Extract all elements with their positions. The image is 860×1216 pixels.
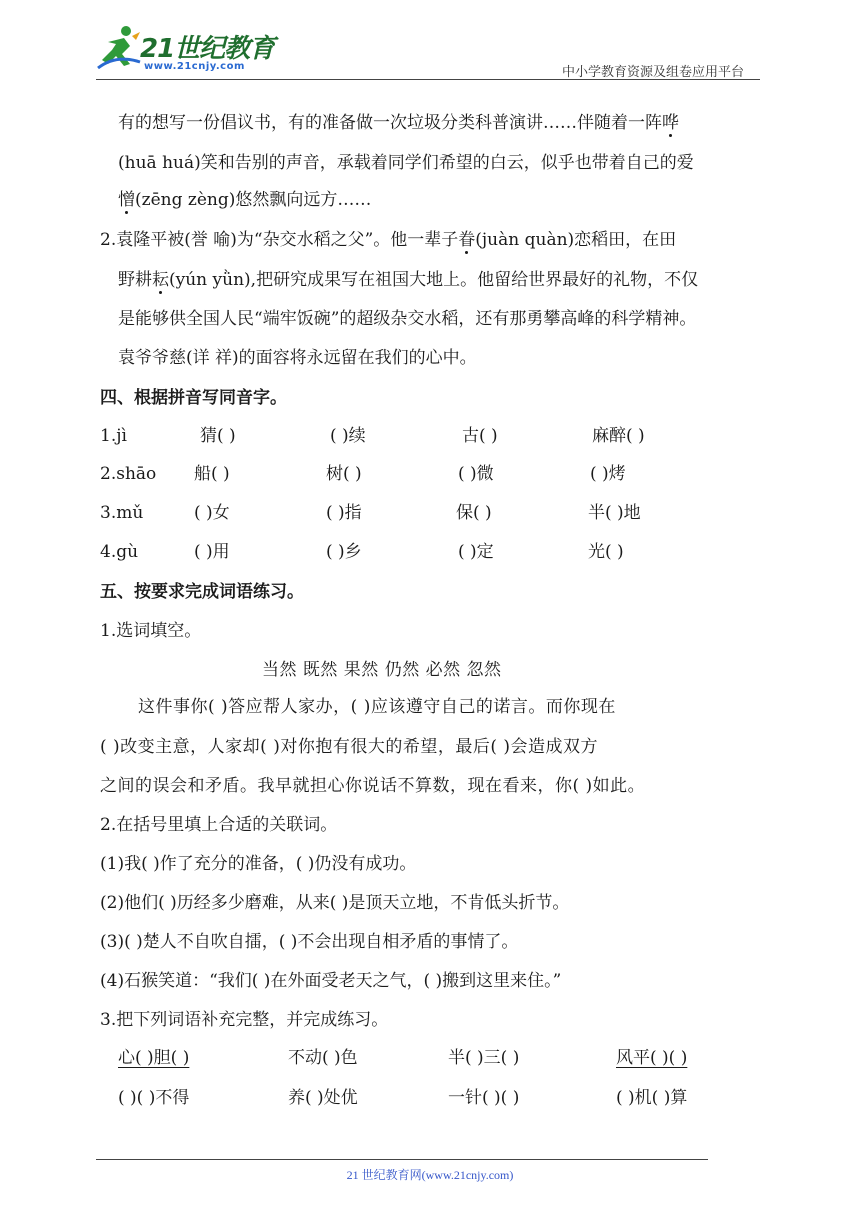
- word-choices: 当然 既然 果然 仍然 必然 忽然: [262, 660, 502, 680]
- idiom-item: 半( )三( ): [448, 1048, 520, 1068]
- fill-item: ( )指: [326, 503, 362, 523]
- fill-item: 船( ): [194, 464, 230, 484]
- text-segment: (huā huá)笑和告别的声音，承载着同学们希望的白云，似乎也带着自己的爱: [118, 153, 694, 173]
- platform-name: 中小学教育资源及组卷应用平台: [562, 65, 745, 80]
- question-item: (3)( )楚人不自吹自擂，( )不会出现自相矛盾的事情了。: [100, 932, 519, 952]
- text-line: [118, 113, 679, 133]
- fill-item: ( )用: [194, 542, 230, 562]
- text-segment: 是能够供全国人民“端牢饭碗”的超级杂交水稻，还有那勇攀高峰的科学精神。: [118, 309, 697, 329]
- fill-item: ( )续: [330, 426, 366, 446]
- dotted-char: 哗: [662, 113, 679, 133]
- question-item: (2)他们( )历经多少磨难，从来( )是顶天立地，不肯低头折节。: [100, 893, 570, 913]
- idiom-item: 心( )胆( ): [118, 1048, 190, 1068]
- fill-item: ( )定: [458, 542, 494, 562]
- site-logo: [96, 24, 296, 80]
- section-title: 五、按要求完成词语练习。: [100, 582, 304, 602]
- question-item: (1)我( )作了充分的准备，( )仍没有成功。: [100, 854, 417, 874]
- logo-text: 21世纪教育: [140, 34, 275, 64]
- text-line: [118, 190, 371, 210]
- section-title: 四、根据拼音写同音字。: [100, 388, 287, 408]
- logo-url: www.21cnjy.com: [144, 61, 245, 72]
- question-label: 2.在括号里填上合适的关联词。: [100, 815, 338, 835]
- dotted-char: 憎: [118, 190, 135, 210]
- fill-item: ( )乡: [326, 542, 362, 562]
- idiom-item: 风平( )( ): [616, 1048, 688, 1068]
- idiom-item: 一针( )( ): [448, 1088, 520, 1108]
- header-divider: [96, 79, 760, 80]
- fill-item: 古( ): [462, 426, 498, 446]
- footer-divider: [96, 1159, 708, 1160]
- text-line: [118, 309, 696, 329]
- text-line: ( )改变主意，人家却( )对你抱有很大的希望，最后( )会造成双方: [100, 737, 599, 757]
- text-line: 之间的误会和矛盾。我早就担心你说话不算数，现在看来，你( )如此。: [100, 776, 646, 796]
- text-segment: 有的想写一份倡议书，有的准备做一次垃圾分类科普演讲……伴随着一阵: [118, 113, 662, 133]
- text-segment: 2.袁隆平被(誉 喻)为“杂交水稻之父”。他一辈子: [100, 230, 459, 250]
- text-segment: (zēng zèng)悠然飘向远方……: [135, 190, 372, 210]
- dotted-char: 眷: [458, 230, 476, 250]
- question-label: 3.把下列词语补充完整，并完成练习。: [100, 1010, 389, 1030]
- fill-item: 树( ): [326, 464, 362, 484]
- pinyin-label: 2.shāo: [100, 464, 157, 484]
- text-line: [118, 270, 698, 290]
- fill-item: 猜( ): [200, 426, 236, 446]
- text-line: [100, 230, 676, 250]
- text-line: [118, 153, 694, 173]
- question-item: (4)石猴笑道：“我们( )在外面受老天之气，( )搬到这里来住。”: [100, 971, 562, 991]
- idiom-item: ( )( )不得: [118, 1088, 190, 1108]
- text-line: 这件事你( )答应帮人家办，( )应该遵守自己的诺言。而你现在: [138, 697, 616, 717]
- pinyin-label: 4.gù: [100, 542, 139, 562]
- question-label: 1.选词填空。: [100, 621, 202, 641]
- fill-item: 光( ): [588, 542, 624, 562]
- fill-item: ( )微: [458, 464, 494, 484]
- text-segment: 袁爷爷慈(详 祥)的面容将永远留在我们的心中。: [118, 348, 477, 368]
- runner-logo-icon: [96, 24, 142, 72]
- dotted-char: 耘: [152, 270, 169, 290]
- idiom-item: 养( )处优: [288, 1088, 358, 1108]
- text-segment: (yún yǜn),把研究成果写在祖国大地上。他留给世界最好的礼物，不仅: [169, 270, 699, 290]
- text-segment: (juàn quàn)恋稻田，在田: [475, 230, 677, 250]
- idiom-item: 不动( )色: [288, 1048, 358, 1068]
- page-footer: 21 世纪教育网(www.21cnjy.com): [346, 1168, 514, 1182]
- fill-item: ( )烤: [590, 464, 626, 484]
- text-segment: 野耕: [118, 270, 152, 290]
- pinyin-label: 3.mǔ: [100, 503, 144, 523]
- idiom-item: ( )机( )算: [616, 1088, 688, 1108]
- fill-item: 保( ): [456, 503, 492, 523]
- fill-item: 麻醉( ): [592, 426, 645, 446]
- fill-item: ( )女: [194, 503, 230, 523]
- page-header: [0, 0, 860, 84]
- pinyin-label: 1.jì: [100, 426, 127, 446]
- fill-item: 半( )地: [588, 503, 641, 523]
- text-line: [118, 348, 477, 368]
